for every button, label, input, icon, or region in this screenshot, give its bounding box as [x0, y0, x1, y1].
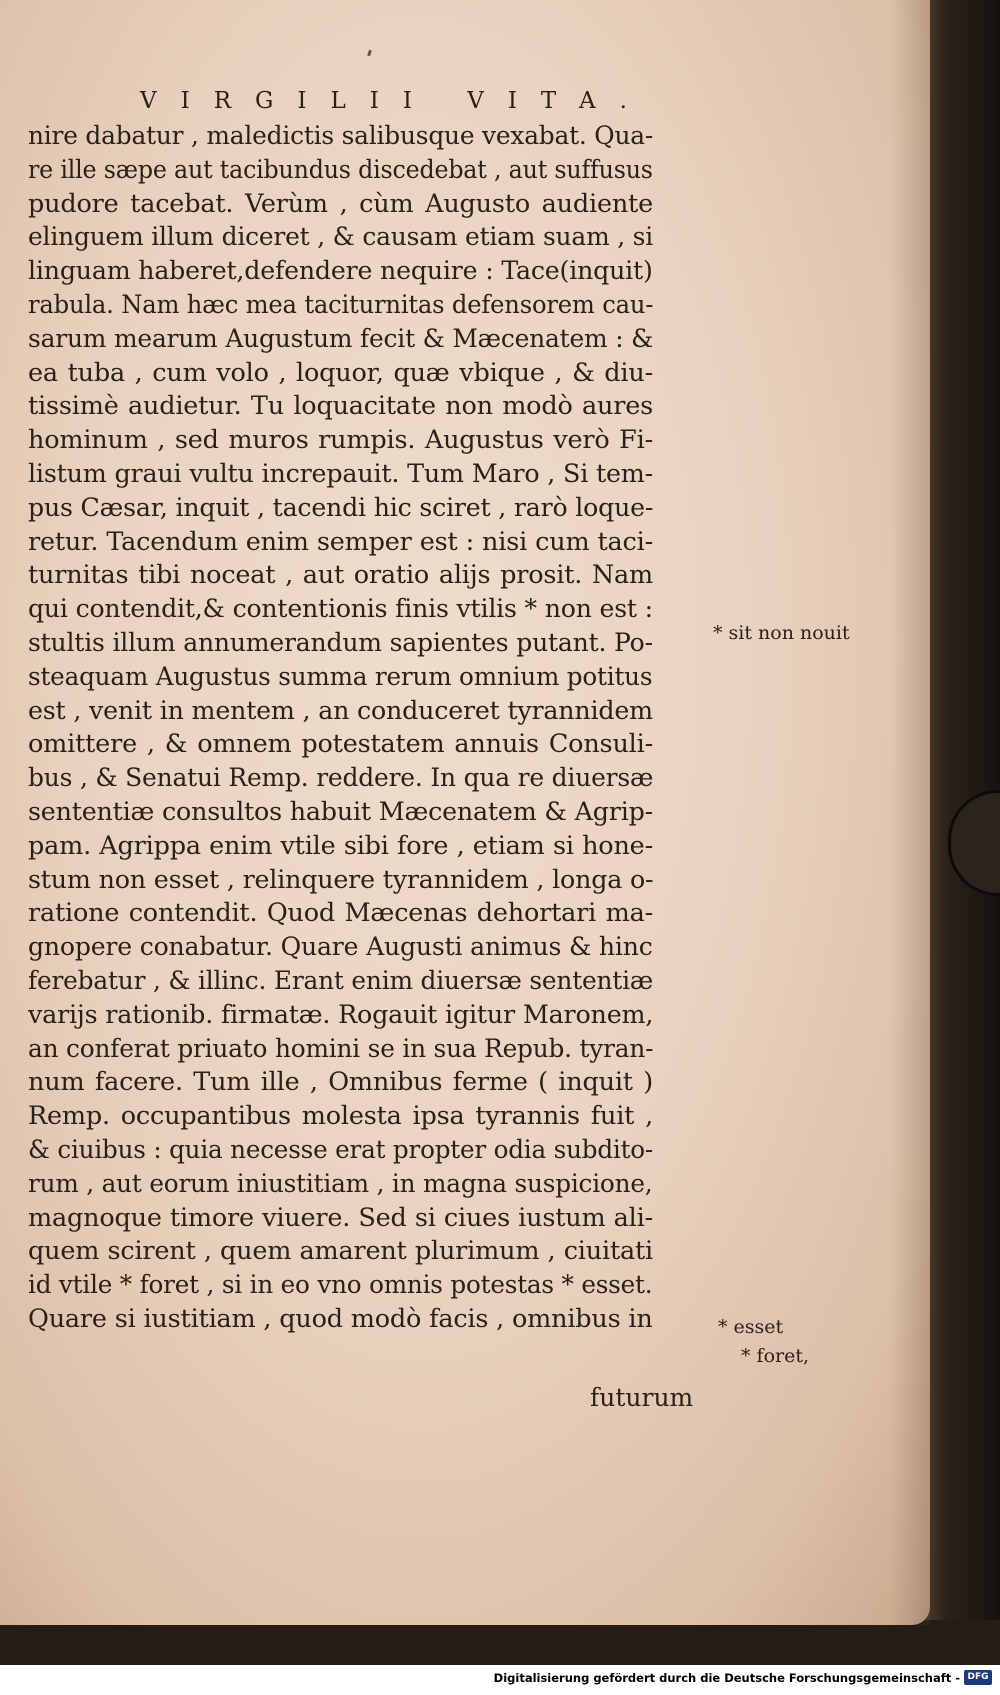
text-line: rum , aut eorum iniustitiam , in magna suspicione, [28, 1168, 653, 1199]
text-line: ea tuba , cum volo , loquor, quæ vbique , & diu- [28, 357, 653, 388]
text-line: est , venit in mentem , an conduceret tyrannidem [28, 695, 653, 726]
text-line: steaquam Augustus summa rerum omnium potitus [28, 661, 653, 692]
text-line: sententiæ consultos habuit Mæcenatem & Agrip- [28, 796, 653, 827]
running-head: VIRGILII VITA. [140, 88, 651, 114]
text-line: ratione contendit. Quod Mæcenas dehortari ma- [28, 898, 653, 929]
text-line: quem scirent , quem amarent plurimum , ciuitati [28, 1236, 653, 1267]
text-line: stultis illum annumerandum sapientes putant. Po- [28, 627, 653, 658]
text-line: omittere , & omnem potestatem annuis Consuli- [28, 729, 653, 760]
text-line: nire dabatur , maledictis salibusque vexabat. Qua- [28, 121, 654, 151]
text-line: pam. Agrippa enim vtile sibi fore , etiam si hone- [28, 830, 653, 861]
text-line: tissimè audietur. Tu loquacitate non modò aures [28, 391, 653, 422]
text-line: retur. Tacendum enim semper est : nisi cum taci- [28, 526, 653, 557]
text-line: pus Cæsar, inquit , tacendi hic sciret , rarò loque- [28, 492, 654, 523]
text-line: num facere. Tum ille , Omnibus ferme ( inquit ) [28, 1067, 653, 1098]
text-line: pudore tacebat. Verùm , cùm Augusto audiente [28, 188, 653, 219]
text-line: re ille sæpe aut tacibundus discedebat , aut suffusus [28, 154, 653, 185]
digitization-footer [0, 1665, 1000, 1695]
text-line: Remp. occupantibus molesta ipsa tyrannis fuit , [28, 1101, 653, 1132]
text-line: & ciuibus : quia necesse erat propter odia subdito- [28, 1134, 654, 1165]
text-line: qui contendit,& contentionis finis vtilis * non est : [28, 594, 653, 625]
text-line: varijs rationib. firmatæ. Rogauit igitur Maronem, [28, 999, 654, 1030]
text-line: sarum mearum Augustum fecit & Mæcenatem : & [28, 323, 654, 354]
scan-bottom-edge [0, 1620, 1000, 1665]
margin-note: * sit non nouit [713, 622, 850, 644]
text-line: listum graui vultu increpauit. Tum Maro , Si tem- [28, 458, 654, 489]
text-line: gnopere conabatur. Quare Augusti animus & hinc [28, 932, 653, 963]
margin-note: * foret, [741, 1345, 810, 1367]
text-line: an conferat priuato homini se in sua Repub. tyran- [28, 1033, 654, 1064]
text-line: stum non esset , relinquere tyrannidem , longa o- [28, 864, 654, 895]
catchword: futurum [590, 1383, 694, 1412]
text-line: id vtile * foret , si in eo vno omnis potestas * esset. [28, 1270, 653, 1301]
text-line: hominum , sed muros rumpis. Augustus verò Fi- [28, 425, 653, 456]
margin-note: * esset [718, 1316, 784, 1338]
text-line: bus , & Senatui Remp. reddere. In qua re diuersæ [28, 763, 654, 794]
text-line: elinguem illum diceret , & causam etiam suam , si [28, 222, 654, 253]
text-line: ferebatur , & illinc. Erant enim diuersæ sententiæ [28, 965, 653, 996]
text-line: Quare si iustitiam , quod modò facis , omnibus in [28, 1303, 653, 1334]
footer-credit: Digitalisierung gefördert durch die Deutsche Forschungsgemeinschaft - [493, 1671, 960, 1685]
body-text [28, 120, 708, 1337]
paper-edge-shadow [890, 0, 930, 1625]
text-line: linguam haberet,defendere nequire : Tace(inquit) [28, 256, 653, 287]
text-line: magnoque timore viuere. Sed si ciues iustum ali- [28, 1202, 653, 1233]
text-line: rabula. Nam hæc mea taciturnitas defensorem cau- [28, 289, 654, 320]
dfg-logo: DFG [964, 1670, 992, 1685]
ink-mark [367, 50, 372, 57]
text-line: turnitas tibi noceat , aut oratio alijs prosit. Nam [28, 560, 653, 591]
